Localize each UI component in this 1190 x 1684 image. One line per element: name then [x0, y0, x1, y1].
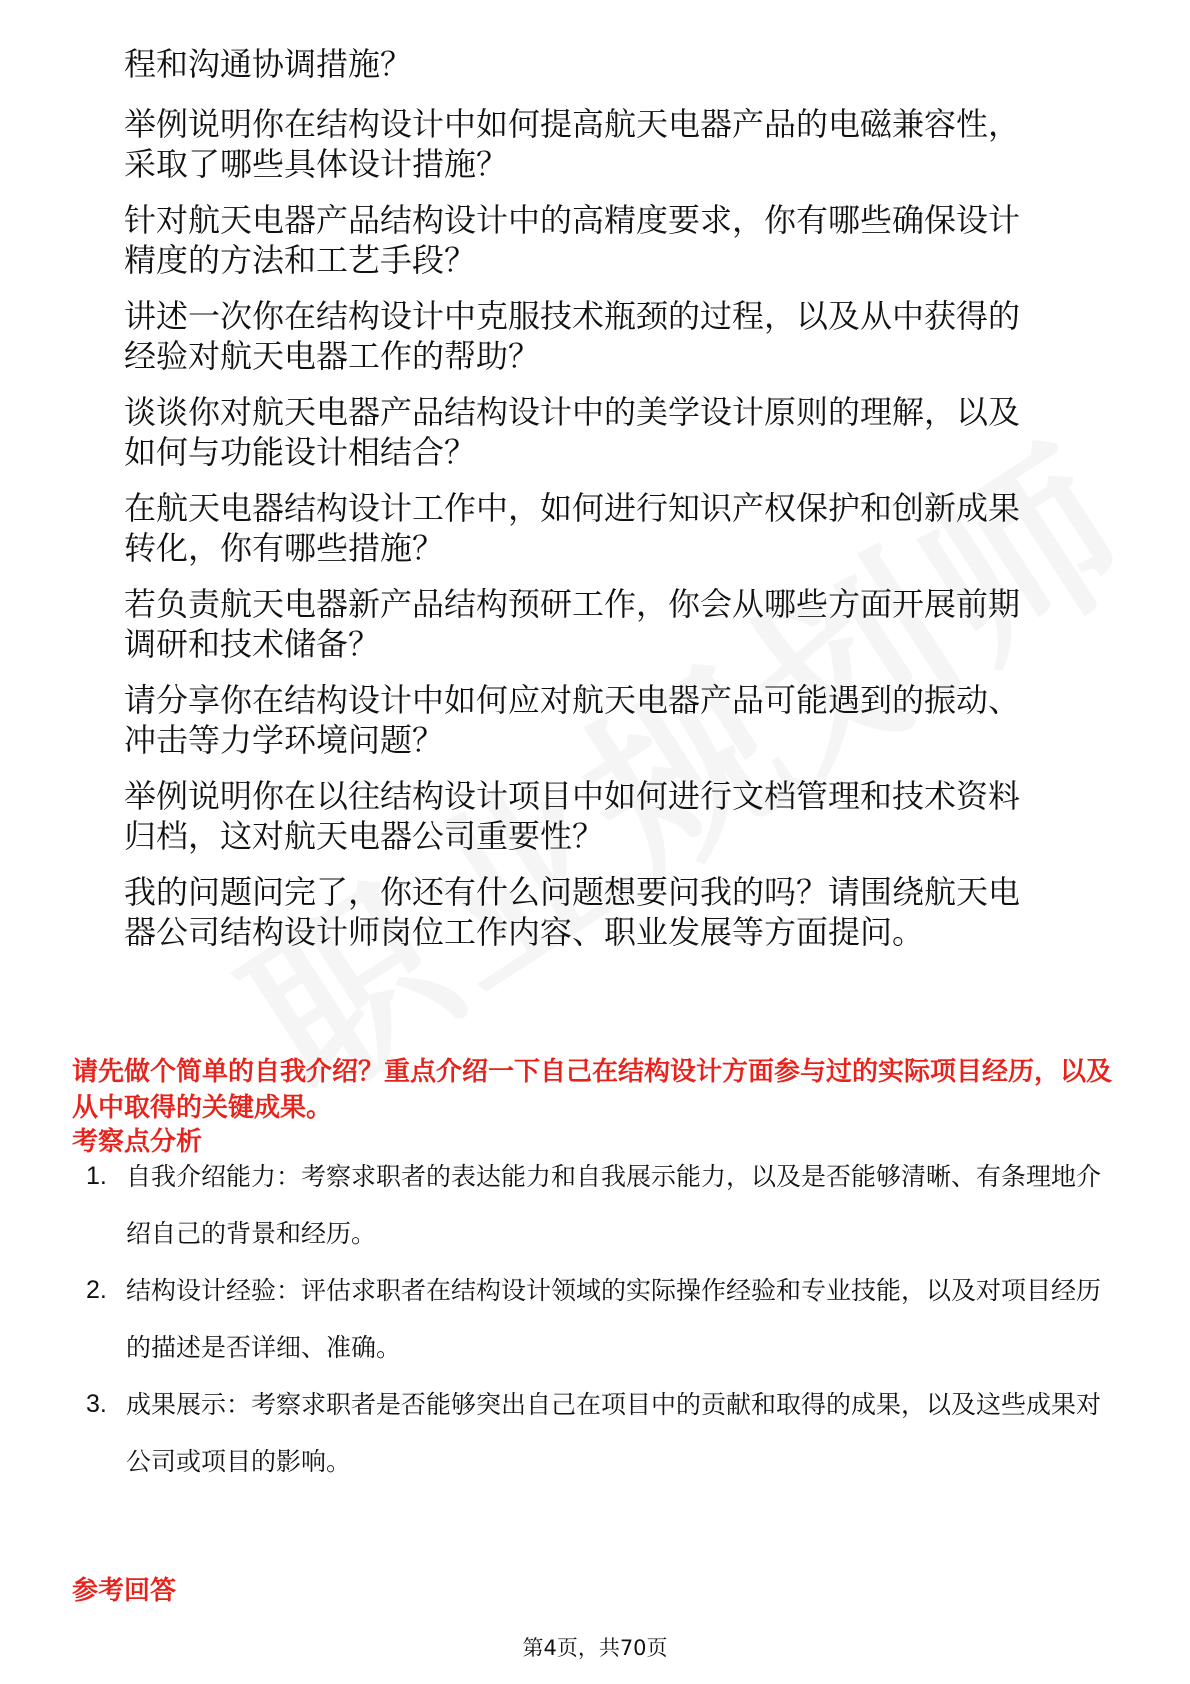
question-text: 请分享你在结构设计中如何应对航天电器产品可能遇到的振动、冲击等力学环境问题？: [124, 681, 1021, 759]
question-text: 在航天电器结构设计工作中，如何进行知识产权保护和创新成果转化，你有哪些措施？: [124, 489, 1021, 567]
continuation-text: 程和沟通协调措施？: [124, 45, 413, 83]
page-footer: 第4页，共70页: [522, 1636, 668, 1660]
analysis-point: [86, 1376, 1116, 1490]
question-text: 举例说明你在结构设计中如何提高航天电器产品的电磁兼容性，采取了哪些具体设计措施？: [124, 105, 1021, 183]
analysis-point: [86, 1148, 1116, 1262]
point-text: 成果展示：考察求职者是否能够突出自己在项目中的贡献和取得的成果，以及这些成果对公司或项目的影响。: [126, 1390, 1102, 1476]
highlight-question: 请先做个简单的自我介绍？重点介绍一下自己在结构设计方面参与过的实际项目经历，以及从中取得的关键成果。: [72, 1057, 1113, 1123]
question-text: 举例说明你在以往结构设计项目中如何进行文档管理和技术资料归档，这对航天电器公司重要性？: [124, 777, 1021, 855]
point-number: 3.: [86, 1390, 107, 1418]
question-text: 讲述一次你在结构设计中克服技术瓶颈的过程，以及从中获得的经验对航天电器工作的帮助？: [124, 297, 1021, 375]
point-text: 结构设计经验：评估求职者在结构设计领域的实际操作经验和专业技能，以及对项目经历的描述是否详细、准确。: [126, 1276, 1102, 1362]
point-text: 自我介绍能力：考察求职者的表达能力和自我展示能力，以及是否能够清晰、有条理地介绍自己的背景和经历。: [126, 1162, 1102, 1248]
point-number: 1.: [86, 1162, 107, 1190]
question-text: 谈谈你对航天电器产品结构设计中的美学设计原则的理解，以及如何与功能设计相结合？: [124, 393, 1021, 471]
question-text: 我的问题问完了，你还有什么问题想要问我的吗？请围绕航天电器公司结构设计师岗位工作内容、职业发展等方面提问。: [124, 873, 1021, 951]
analysis-heading: 考察点分析: [72, 1127, 203, 1157]
question-text: 若负责航天电器新产品结构预研工作，你会从哪些方面开展前期调研和技术储备？: [124, 585, 1021, 663]
answer-heading: 参考回答: [72, 1576, 177, 1606]
question-text: 针对航天电器产品结构设计中的高精度要求，你有哪些确保设计精度的方法和工艺手段？: [124, 201, 1021, 279]
analysis-point: [86, 1262, 1116, 1376]
point-number: 2.: [86, 1276, 107, 1304]
